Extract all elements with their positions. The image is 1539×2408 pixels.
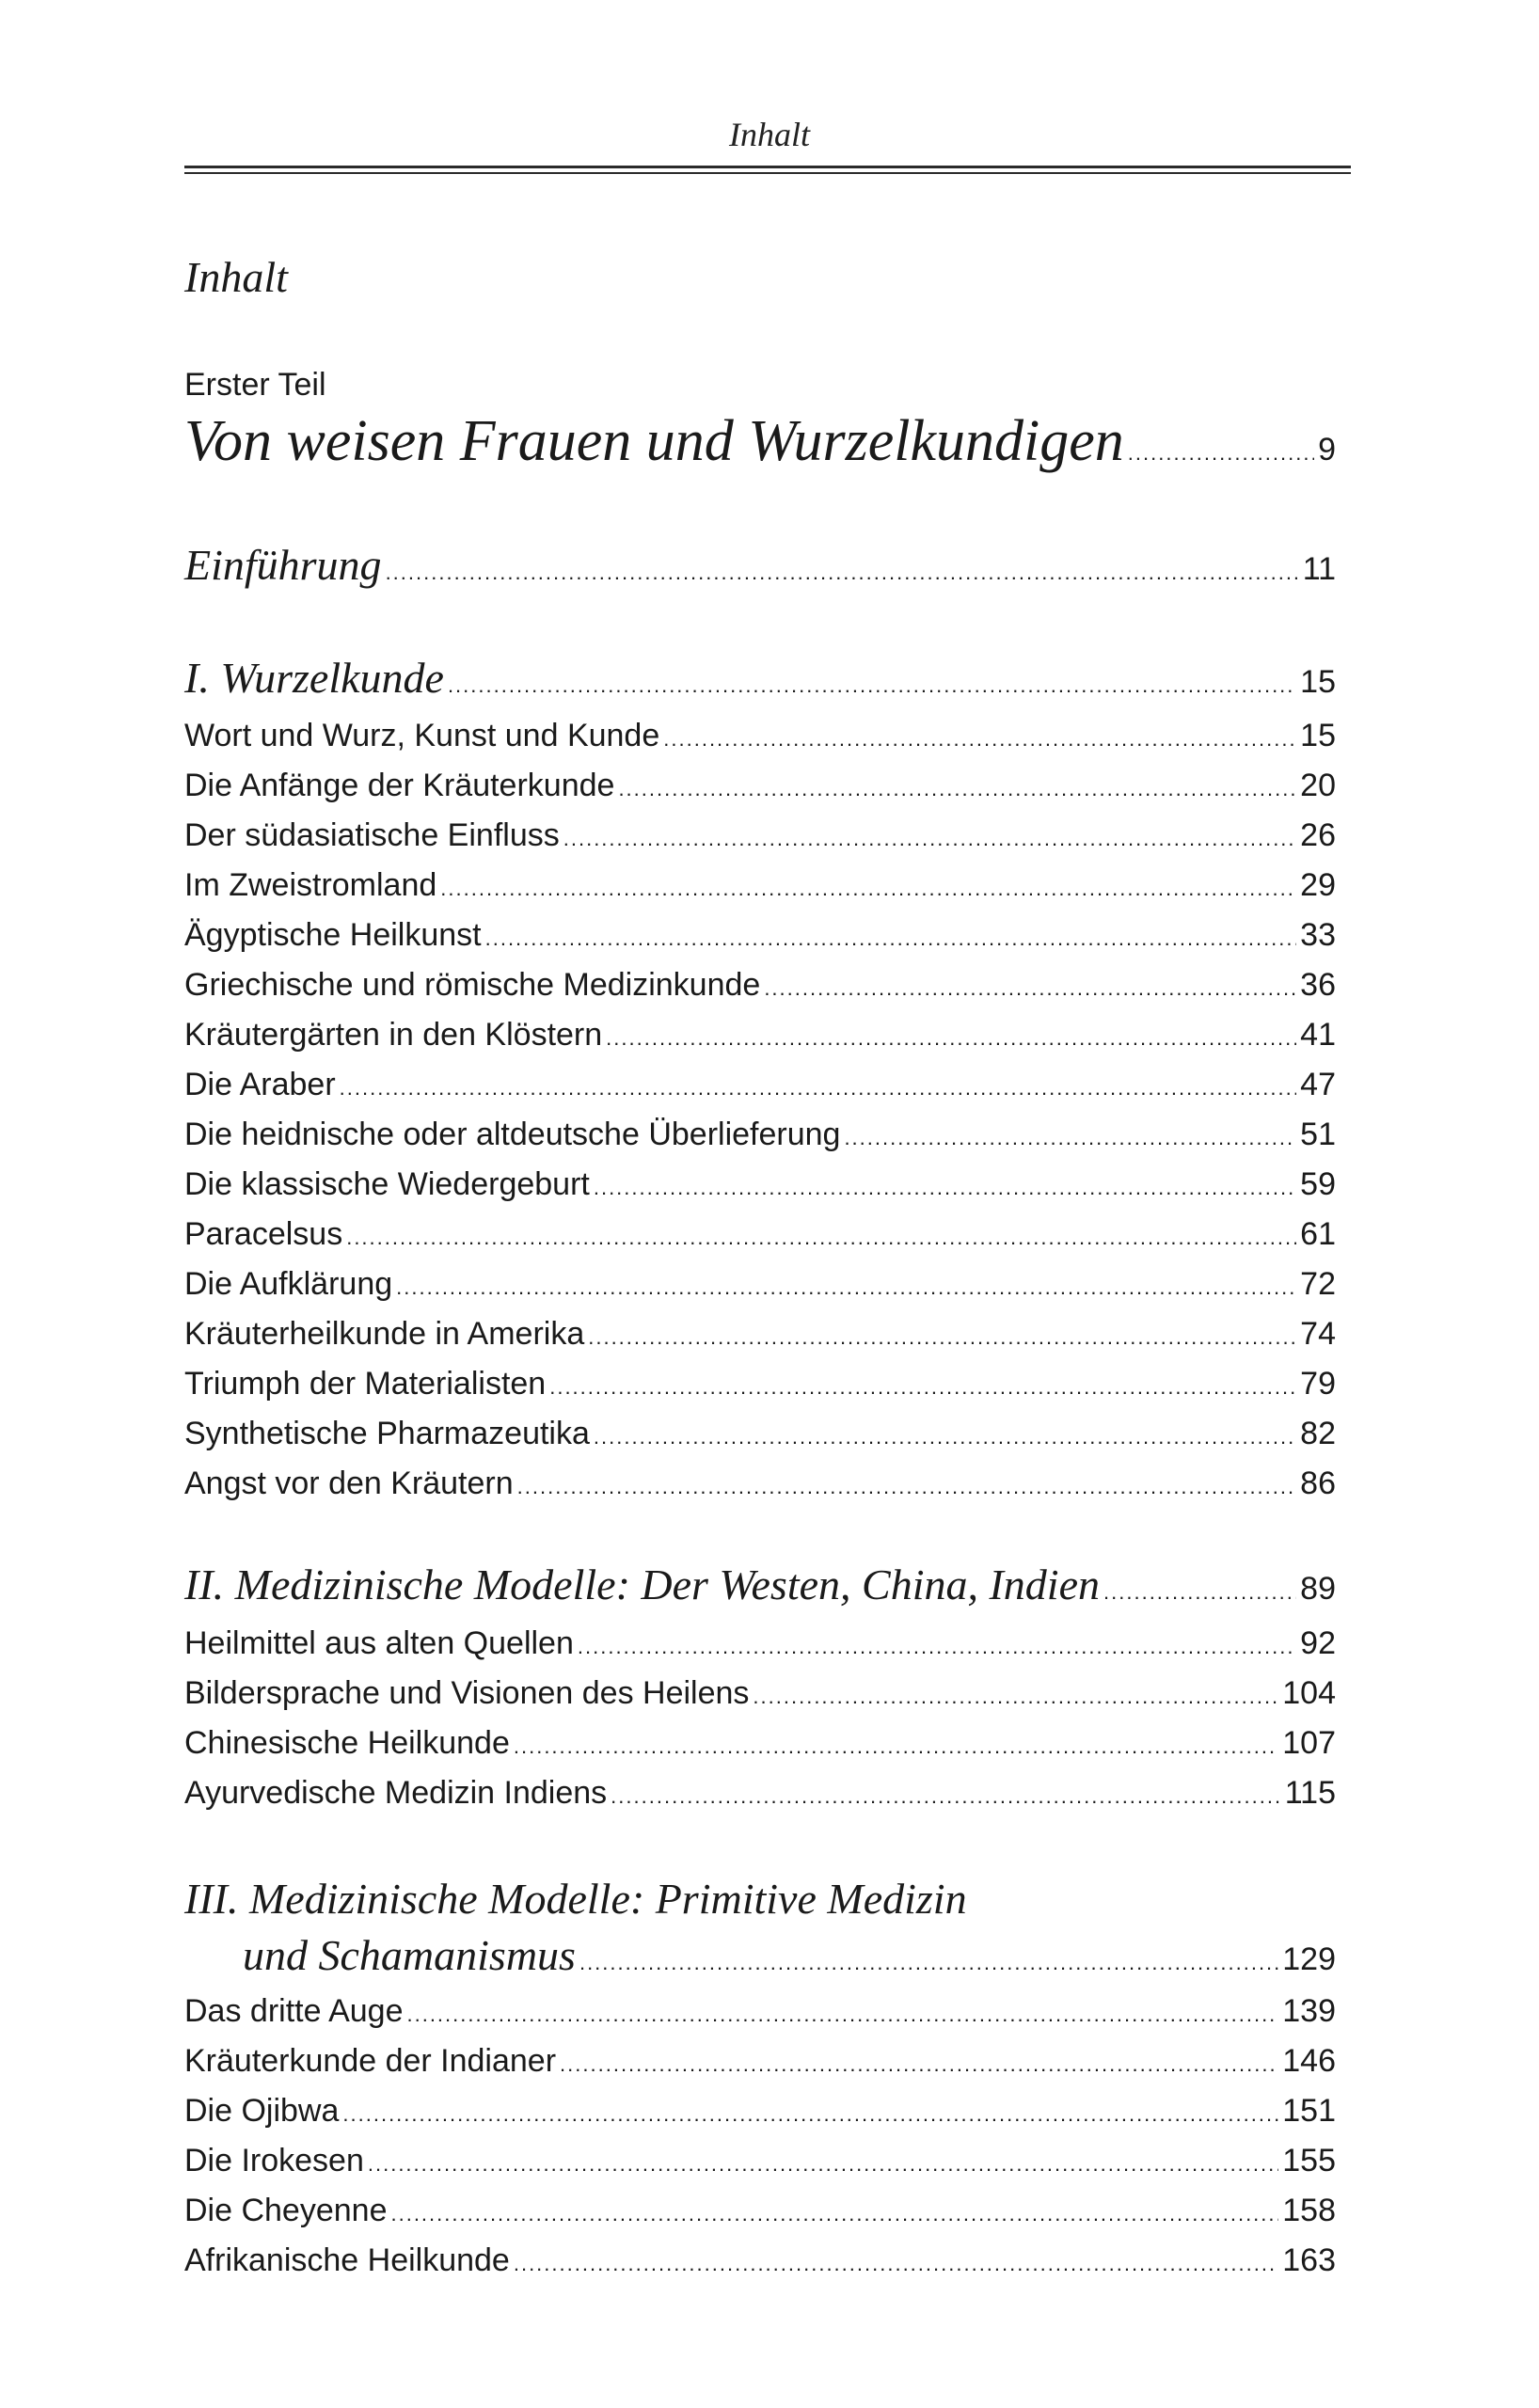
toc-title: Die Irokesen — [184, 2143, 364, 2178]
toc-entry — [184, 1677, 1336, 1709]
toc-title: Chinesische Heilkunde — [184, 1725, 510, 1761]
toc-title: Paracelsus — [184, 1216, 343, 1252]
toc-title: Angst vor den Kräutern — [184, 1465, 514, 1501]
toc-title: Wort und Wurz, Kunst und Kunde — [184, 718, 660, 753]
toc-title: Die klassische Wiedergeburt — [184, 1166, 590, 1202]
toc-title: und Schamanismus — [243, 1931, 576, 1979]
toc-page: 92 — [1300, 1625, 1336, 1661]
toc-entry — [184, 1627, 1336, 1659]
toc-entry — [184, 819, 1336, 851]
dot-leader — [611, 1786, 1281, 1807]
toc-page: 155 — [1282, 2143, 1336, 2178]
toc-title: Kräuterheilkunde in Amerika — [184, 1316, 585, 1352]
toc-title: Das dritte Auge — [184, 1993, 404, 2029]
dot-leader — [346, 1228, 1296, 1248]
toc-title: Ägyptische Heilkunst — [184, 917, 482, 953]
toc-title: Griechische und römische Medizinkunde — [184, 967, 761, 1003]
toc-entry — [184, 2244, 1336, 2276]
toc-page: 72 — [1300, 1266, 1336, 1302]
toc-entry — [184, 1995, 1336, 2027]
toc-page: 115 — [1284, 1775, 1336, 1811]
toc-title: Synthetische Pharmazeutika — [184, 1416, 590, 1451]
toc-page: 15 — [1300, 718, 1336, 753]
toc-title: Im Zweistromland — [184, 867, 437, 903]
toc-title: Der südasiatische Einfluss — [184, 817, 560, 853]
toc-entry — [184, 2045, 1336, 2077]
toc-entry — [184, 1168, 1336, 1200]
toc-page: 51 — [1300, 1117, 1336, 1152]
toc-title: Triumph der Materialisten — [184, 1366, 547, 1402]
header-rule-top — [184, 166, 1351, 168]
dot-leader — [396, 1277, 1296, 1298]
toc-page: 79 — [1300, 1366, 1336, 1402]
toc-entry — [184, 1418, 1336, 1450]
toc-entry — [184, 1727, 1336, 1759]
dot-leader — [1103, 1582, 1296, 1603]
toc-page: 61 — [1300, 1216, 1336, 1252]
dot-leader — [588, 1327, 1296, 1348]
toc-page: 36 — [1300, 967, 1336, 1003]
toc-part-title — [184, 409, 1336, 473]
toc-title: Die Ojibwa — [184, 2093, 340, 2129]
toc-page: 163 — [1282, 2242, 1336, 2278]
toc-entry — [184, 1019, 1336, 1051]
toc-title: Kräuterkunde der Indianer — [184, 2043, 557, 2079]
dot-leader — [514, 2254, 1278, 2274]
dot-leader — [578, 1637, 1296, 1657]
toc-entry — [184, 2194, 1336, 2226]
dot-leader — [563, 829, 1296, 849]
running-head: Inhalt — [729, 116, 810, 153]
toc-entry — [184, 769, 1336, 801]
toc-chapter-1 — [184, 654, 1336, 702]
toc-title: Heilmittel aus alten Quellen — [184, 1625, 574, 1661]
toc-entry — [184, 1069, 1336, 1101]
page-title: Inhalt — [184, 253, 288, 301]
dot-leader — [844, 1128, 1296, 1149]
toc-page: 15 — [1300, 664, 1336, 700]
toc-title: Afrikanische Heilkunde — [184, 2242, 510, 2278]
toc-title: Die Anfänge der Kräuterkunde — [184, 768, 615, 803]
toc-title: Ayurvedische Medizin Indiens — [184, 1775, 608, 1811]
dot-leader — [753, 1687, 1278, 1707]
toc-page: 107 — [1282, 1725, 1336, 1761]
toc-title: Die Cheyenne — [184, 2193, 388, 2228]
dot-leader — [368, 2154, 1278, 2175]
header-rule-bottom — [184, 172, 1351, 174]
dot-leader — [390, 2204, 1278, 2225]
toc-title: Kräutergärten in den Klöstern — [184, 1017, 603, 1053]
dot-leader — [517, 1477, 1297, 1497]
toc-entry — [184, 1218, 1336, 1250]
toc-page: 74 — [1300, 1316, 1336, 1352]
toc-title: II. Medizinische Modelle: Der Westen, China, Indien — [184, 1560, 1101, 1608]
dot-leader — [406, 2004, 1278, 2025]
toc-page: 104 — [1282, 1675, 1336, 1711]
toc-entry — [184, 2095, 1336, 2127]
dot-leader — [342, 2104, 1278, 2125]
dot-leader — [1128, 443, 1314, 464]
dot-leader — [340, 1078, 1297, 1099]
dot-leader — [663, 729, 1296, 750]
toc-entry — [184, 1118, 1336, 1150]
toc-title: Bildersprache und Visionen des Heilens — [184, 1675, 750, 1711]
toc-intro — [184, 541, 1336, 589]
toc-page: 146 — [1282, 2043, 1336, 2079]
toc-title: Die Aufklärung — [184, 1266, 393, 1302]
dot-leader — [514, 1736, 1278, 1757]
toc-entry — [184, 969, 1336, 1001]
toc-chapter-2 — [184, 1560, 1336, 1608]
dot-leader — [485, 928, 1297, 949]
toc-page: 151 — [1282, 2093, 1336, 2129]
toc-entry — [184, 1777, 1336, 1809]
toc-page: 11 — [1302, 551, 1336, 587]
dot-leader — [549, 1377, 1296, 1398]
toc-entry — [184, 2145, 1336, 2177]
toc-entry — [184, 869, 1336, 901]
toc-page: 26 — [1300, 817, 1336, 853]
dot-leader — [594, 1427, 1296, 1448]
toc-entry — [184, 1318, 1336, 1350]
toc-entry — [184, 919, 1336, 951]
toc-entry — [184, 1368, 1336, 1400]
toc-page: 59 — [1300, 1166, 1336, 1202]
part-label: Erster Teil — [184, 367, 326, 403]
dot-leader — [386, 562, 1299, 583]
dot-leader — [618, 779, 1296, 800]
dot-leader — [606, 1028, 1296, 1049]
toc-page: 33 — [1300, 917, 1336, 953]
dot-leader — [440, 879, 1296, 899]
toc-title: Die Araber — [184, 1067, 336, 1102]
toc-page: 29 — [1300, 867, 1336, 903]
toc-title: Von weisen Frauen und Wurzelkundigen — [184, 409, 1124, 473]
dot-leader — [560, 2054, 1278, 2075]
dot-leader — [448, 675, 1296, 696]
toc-title: Einführung — [184, 541, 382, 589]
toc-page: 47 — [1300, 1067, 1336, 1102]
dot-leader — [764, 978, 1296, 999]
toc-entry — [184, 720, 1336, 752]
toc-entry — [184, 1467, 1336, 1499]
toc-page: 86 — [1300, 1465, 1336, 1501]
toc-page: 9 — [1318, 432, 1336, 467]
toc-title: Die heidnische oder altdeutsche Überlieferung — [184, 1117, 841, 1152]
toc-page: 20 — [1300, 768, 1336, 803]
toc-chapter-3 — [243, 1931, 1336, 1979]
toc-page: 129 — [1282, 1941, 1336, 1977]
toc-page: 82 — [1300, 1416, 1336, 1451]
toc-title: I. Wurzelkunde — [184, 654, 444, 702]
toc-chapter-3-line-1: III. Medizinische Modelle: Primitive Medizin — [184, 1875, 967, 1923]
toc-page: 89 — [1300, 1571, 1336, 1607]
dot-leader — [579, 1953, 1278, 1973]
dot-leader — [594, 1178, 1296, 1198]
toc-entry — [184, 1268, 1336, 1300]
toc-page: 139 — [1282, 1993, 1336, 2029]
toc-page: 158 — [1282, 2193, 1336, 2228]
toc-page: 41 — [1300, 1017, 1336, 1053]
